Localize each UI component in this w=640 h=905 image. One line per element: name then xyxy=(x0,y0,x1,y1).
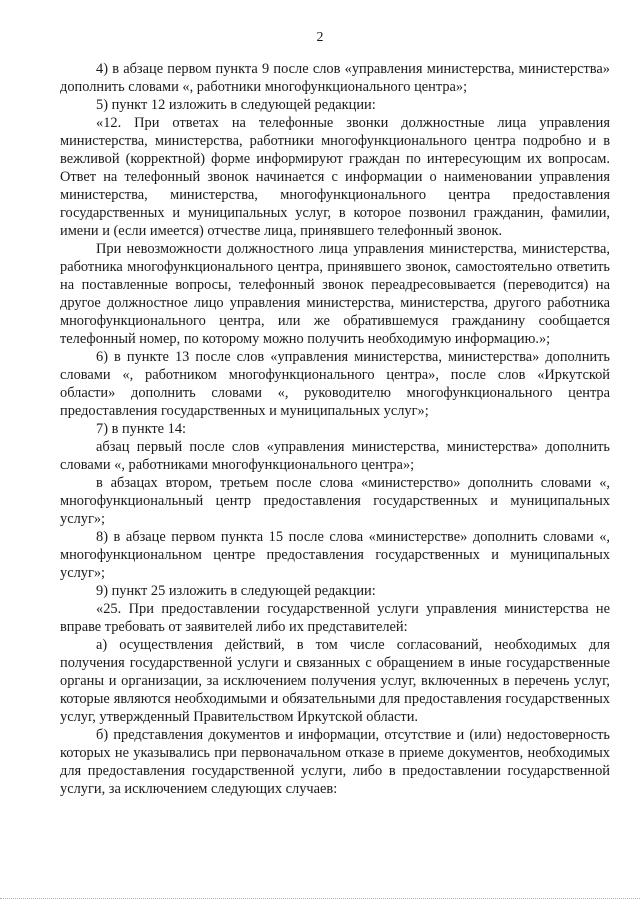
paragraph-item-7-abzac-1: абзац первый после слов «управления министерства, министерства» дополнить словами «, работниками многофункционального центра»; xyxy=(60,439,610,473)
paragraph-item-6: 6) в пункте 13 после слов «управления министерства, министерства» дополнить словами «, работником многофункционального центра», после слов «Иркутской области» дополнить словами «, руководителю многофункционального центра предоставления государственных и муниципальных услуг»; xyxy=(60,349,610,419)
paragraph-item-9: 9) пункт 25 изложить в следующей редакции: xyxy=(96,583,376,599)
paragraph-item-8: 8) в абзаце первом пункта 15 после слова «министерстве» дополнить словами «, многофункциональном центре предоставления государственных и муниципальных услуг»; xyxy=(60,529,610,581)
paragraph-item-7: 7) в пункте 14: xyxy=(96,421,187,437)
paragraph-item-7-abzac-2-3: в абзацах втором, третьем после слова «министерство» дополнить словами «, многофункциональный центр предоставления государственных и муниципальных услуг»; xyxy=(60,475,610,527)
document-body xyxy=(60,60,610,798)
paragraph-item-5: 5) пункт 12 изложить в следующей редакции: xyxy=(96,97,376,113)
paragraph-clause-25-b: б) представления документов и информации, отсутствие и (или) недостоверность которых не указывались при первоначальном отказе в приеме документов, необходимых для предоставления государственной услуги, либо в предоставлении государственной услуги, за исключением следующих случаев: xyxy=(60,727,610,797)
paragraph-clause-12-part-1: «12. При ответах на телефонные звонки должностные лица управления министерства, министерства, работники многофункционального центра подробно и в вежливой (корректной) форме информируют граждан по интересующим их вопросам. Ответ на телефонный звонок начинается с информации о наименовании управления министерства, министерства, многофункционального центра предоставления государственных и муниципальных услуг, в которое позвонил гражданин, фамилии, имени и (если имеется) отчестве лица, принявшего телефонный звонок. xyxy=(60,115,610,239)
paragraph-clause-25-a: а) осуществления действий, в том числе согласований, необходимых для получения государственной услуги и связанных с обращением в иные государственные органы и организации, за исключением получения услуг, включенных в перечень услуг, которые являются необходимыми и обязательными для предоставления государственных услуг, утвержденный Правительством Иркутской области. xyxy=(60,637,610,725)
paragraph-item-4: 4) в абзаце первом пункта 9 после слов «управления министерства, министерства» дополнить словами «, работники многофункционального центра»; xyxy=(60,61,610,95)
paragraph-clause-25: «25. При предоставлении государственной услуги управления министерства не вправе требовать от заявителей либо их представителей: xyxy=(60,601,610,635)
paragraph-clause-12-part-2: При невозможности должностного лица управления министерства, министерства, работника многофункционального центра, принявшего звонок, самостоятельно ответить на поставленные вопросы, телефонный звонок переадресовывается (переводится) на другое должностное лицо управления министерства, министерства, другого работника многофункционального центра, или же обратившемуся гражданину сообщается телефонный номер, по которому можно получить необходимую информацию.»; xyxy=(60,241,610,347)
page-bottom-divider xyxy=(0,898,640,900)
page-number: 2 xyxy=(316,30,324,45)
